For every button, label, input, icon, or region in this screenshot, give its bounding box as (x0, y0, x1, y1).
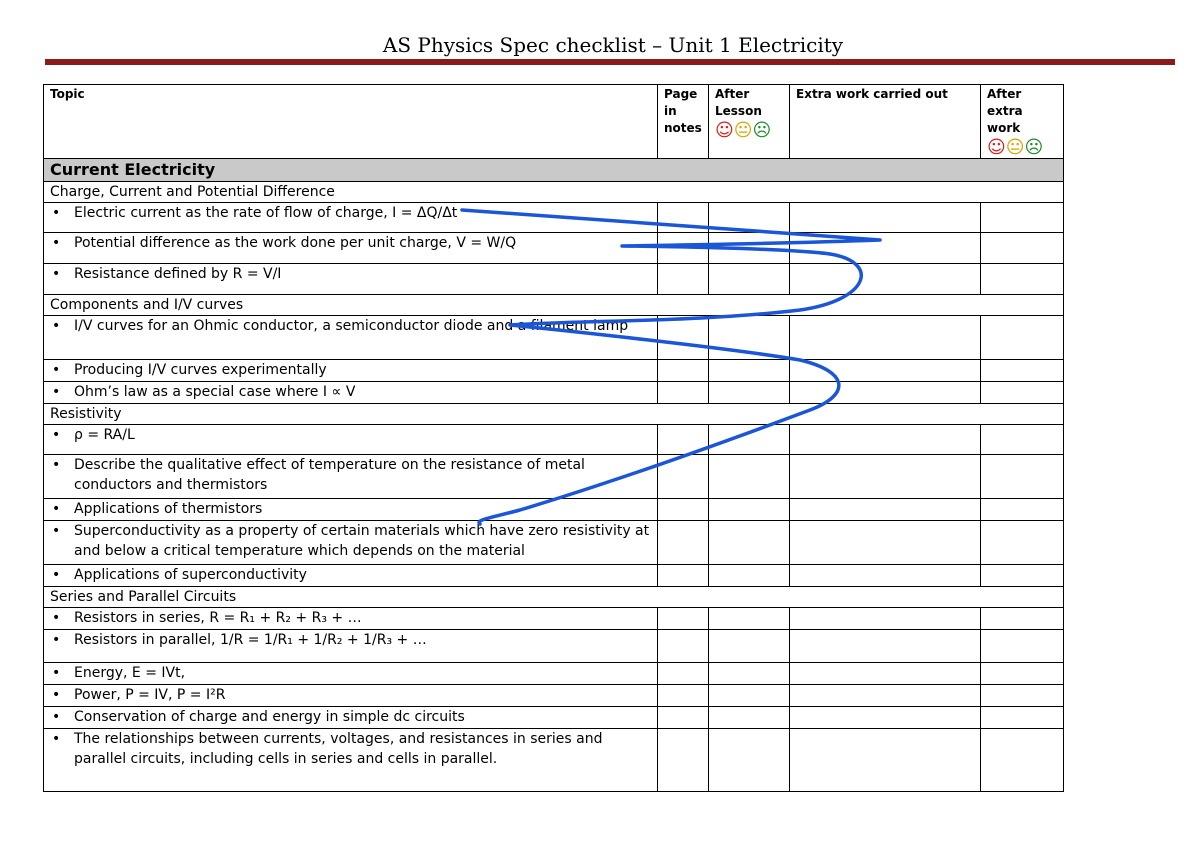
after-lesson-cell[interactable] (709, 565, 790, 587)
page-cell[interactable] (658, 382, 709, 404)
topic-row (44, 316, 1064, 360)
after-extra-cell[interactable] (981, 233, 1064, 264)
extra-work-cell[interactable] (790, 565, 981, 587)
section-title: Current Electricity (44, 159, 1064, 182)
after-lesson-cell[interactable] (709, 707, 790, 729)
topic-row (44, 707, 1064, 729)
happy-face-icon: ☺ (987, 137, 1006, 158)
neutral-face-icon: 😐 (1005, 137, 1025, 158)
header-after-extra-label: After extra work (987, 87, 1023, 135)
after-extra-cell[interactable] (981, 521, 1064, 565)
extra-work-cell[interactable] (790, 203, 981, 233)
topic-row (44, 264, 1064, 295)
after-lesson-cell[interactable] (709, 455, 790, 499)
after-lesson-cell[interactable] (709, 521, 790, 565)
page-cell[interactable] (658, 455, 709, 499)
group-title: Charge, Current and Potential Difference (44, 182, 1064, 203)
after-lesson-cell[interactable] (709, 630, 790, 663)
topic-text: • Resistors in parallel, 1/R = 1/R₁ + 1/R₂ + 1/R₃ + … (44, 630, 658, 663)
header-after-lesson-label: After Lesson (715, 87, 762, 118)
topic-text: • Ohm’s law as a special case where I ∝ V (44, 382, 658, 404)
page-cell[interactable] (658, 663, 709, 685)
extra-work-cell[interactable] (790, 360, 981, 382)
group-title: Series and Parallel Circuits (44, 587, 1064, 608)
page-cell[interactable] (658, 203, 709, 233)
page-cell[interactable] (658, 707, 709, 729)
after-lesson-cell[interactable] (709, 729, 790, 792)
after-lesson-cell[interactable] (709, 233, 790, 264)
page-cell[interactable] (658, 499, 709, 521)
topic-text: • ρ = RA/L (44, 425, 658, 455)
after-extra-cell[interactable] (981, 608, 1064, 630)
topic-row (44, 233, 1064, 264)
after-lesson-cell[interactable] (709, 685, 790, 707)
page-cell[interactable] (658, 425, 709, 455)
header-extra-work: Extra work carried out (790, 85, 981, 159)
after-lesson-cell[interactable] (709, 203, 790, 233)
extra-work-cell[interactable] (790, 707, 981, 729)
happy-face-icon: ☺ (715, 120, 734, 141)
header-after-lesson (709, 85, 790, 159)
topic-text: • Applications of superconductivity (44, 565, 658, 587)
checklist-table (43, 84, 1064, 792)
page-cell[interactable] (658, 565, 709, 587)
topic-row (44, 685, 1064, 707)
after-extra-cell[interactable] (981, 203, 1064, 233)
header-page: Page in notes (658, 85, 709, 159)
after-extra-cell[interactable] (981, 729, 1064, 792)
extra-work-cell[interactable] (790, 233, 981, 264)
after-lesson-cell[interactable] (709, 264, 790, 295)
header-row (44, 85, 1064, 159)
topic-text: • I/V curves for an Ohmic conductor, a semiconductor diode and a filament lamp (44, 316, 658, 360)
after-lesson-cell[interactable] (709, 663, 790, 685)
page-cell[interactable] (658, 608, 709, 630)
topic-row (44, 521, 1064, 565)
after-lesson-cell[interactable] (709, 608, 790, 630)
topic-row (44, 608, 1064, 630)
page-cell[interactable] (658, 630, 709, 663)
page-cell[interactable] (658, 685, 709, 707)
extra-work-cell[interactable] (790, 685, 981, 707)
after-lesson-cell[interactable] (709, 316, 790, 360)
topic-text: • The relationships between currents, voltages, and resistances in series and parallel circuits, including cells in series and cells in parallel. (44, 729, 658, 792)
section-row (44, 159, 1064, 182)
extra-work-cell[interactable] (790, 729, 981, 792)
group-row (44, 404, 1064, 425)
after-extra-cell[interactable] (981, 685, 1064, 707)
after-extra-cell[interactable] (981, 499, 1064, 521)
topic-row (44, 382, 1064, 404)
after-lesson-cell[interactable] (709, 425, 790, 455)
extra-work-cell[interactable] (790, 608, 981, 630)
extra-work-cell[interactable] (790, 425, 981, 455)
after-extra-cell[interactable] (981, 316, 1064, 360)
group-row (44, 295, 1064, 316)
topic-row (44, 565, 1064, 587)
extra-work-cell[interactable] (790, 499, 981, 521)
after-extra-cell[interactable] (981, 425, 1064, 455)
topic-text: • Applications of thermistors (44, 499, 658, 521)
neutral-face-icon: 😐 (733, 120, 753, 141)
extra-work-cell[interactable] (790, 663, 981, 685)
extra-work-cell[interactable] (790, 264, 981, 295)
after-lesson-cell[interactable] (709, 499, 790, 521)
topic-row (44, 663, 1064, 685)
topic-text: • Power, P = IV, P = I²R (44, 685, 658, 707)
topic-text: • Electric current as the rate of flow of charge, I = ΔQ/Δt (44, 203, 658, 233)
title-rule (45, 59, 1175, 65)
extra-work-cell[interactable] (790, 521, 981, 565)
topic-row (44, 455, 1064, 499)
group-title: Resistivity (44, 404, 1064, 425)
topic-row (44, 425, 1064, 455)
after-extra-cell[interactable] (981, 360, 1064, 382)
topic-text: • Superconductivity as a property of certain materials which have zero resistivity at and below a critical temperature which depends on the material (44, 521, 658, 565)
extra-work-cell[interactable] (790, 382, 981, 404)
after-extra-cell[interactable] (981, 455, 1064, 499)
header-topic: Topic (44, 85, 658, 159)
after-lesson-cell[interactable] (709, 360, 790, 382)
group-row (44, 587, 1064, 608)
group-row (44, 182, 1064, 203)
page-cell[interactable] (658, 264, 709, 295)
topic-row (44, 499, 1064, 521)
extra-work-cell[interactable] (790, 630, 981, 663)
topic-text: • Conservation of charge and energy in simple dc circuits (44, 707, 658, 729)
topic-row (44, 729, 1064, 792)
after-extra-cell[interactable] (981, 382, 1064, 404)
topic-text: • Potential difference as the work done per unit charge, V = W/Q (44, 233, 658, 264)
document-title: AS Physics Spec checklist – Unit 1 Electricity (382, 33, 844, 57)
page-cell[interactable] (658, 360, 709, 382)
sad-face-icon: ☹ (1024, 137, 1044, 158)
rating-faces (987, 138, 1057, 158)
after-extra-cell[interactable] (981, 663, 1064, 685)
sad-face-icon: ☹ (752, 120, 772, 141)
page-cell[interactable] (658, 233, 709, 264)
after-extra-cell[interactable] (981, 565, 1064, 587)
topic-text: • Energy, E = IVt, (44, 663, 658, 685)
after-extra-cell[interactable] (981, 264, 1064, 295)
topic-row (44, 360, 1064, 382)
after-extra-cell[interactable] (981, 630, 1064, 663)
after-extra-cell[interactable] (981, 707, 1064, 729)
group-title: Components and I/V curves (44, 295, 1064, 316)
extra-work-cell[interactable] (790, 455, 981, 499)
topic-row (44, 203, 1064, 233)
topic-text: • Describe the qualitative effect of temperature on the resistance of metal conductors and thermistors (44, 455, 658, 499)
page-cell[interactable] (658, 316, 709, 360)
topic-row (44, 630, 1064, 663)
header-after-extra (981, 85, 1064, 159)
topic-text: • Producing I/V curves experimentally (44, 360, 658, 382)
page-cell[interactable] (658, 521, 709, 565)
page-cell[interactable] (658, 729, 709, 792)
rating-faces (715, 121, 783, 141)
topic-text: • Resistors in series, R = R₁ + R₂ + R₃ + … (44, 608, 658, 630)
extra-work-cell[interactable] (790, 316, 981, 360)
topic-text: • Resistance defined by R = V/I (44, 264, 658, 295)
after-lesson-cell[interactable] (709, 382, 790, 404)
